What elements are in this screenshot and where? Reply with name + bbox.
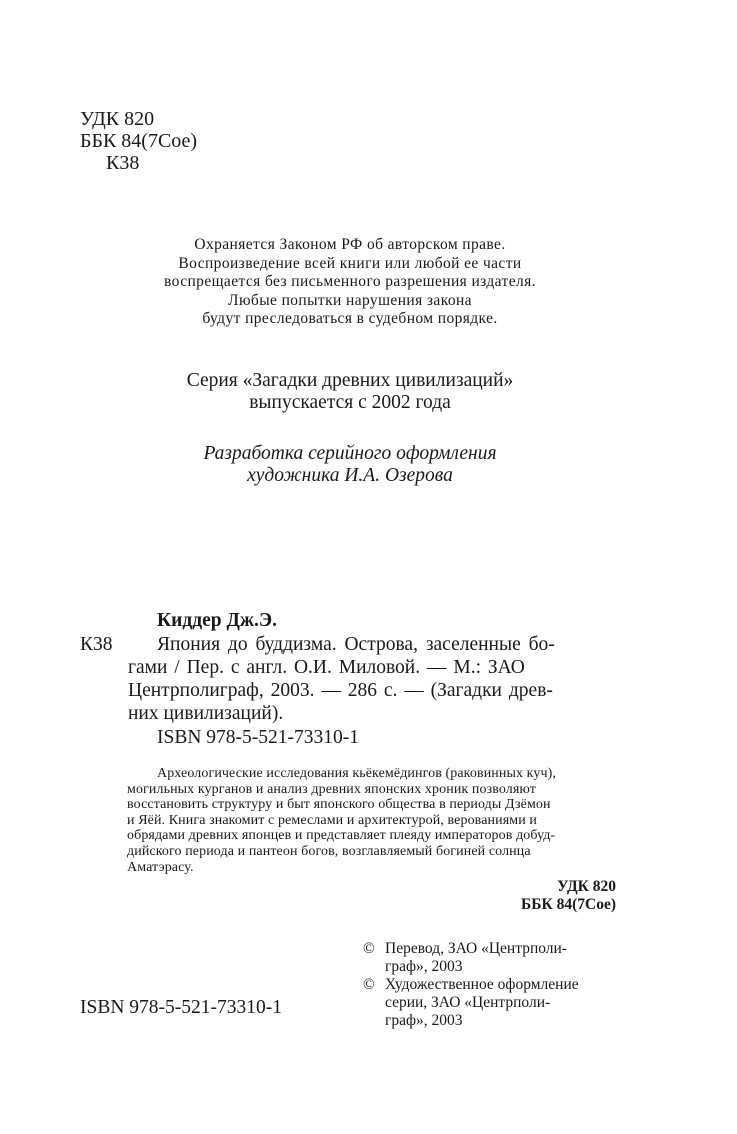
bbk-code: ББК 84(7Сое) (80, 130, 198, 152)
rights-entry (363, 976, 579, 1029)
copyright-notice-line: Любые попытки нарушения закона (228, 291, 472, 309)
isbn: ISBN 978-5-521-73310-1 (157, 727, 360, 748)
udk-code: УДК 820 (557, 878, 616, 895)
copyright-notice-line: воспрещается без письменного разрешения издателя. (164, 273, 536, 291)
abstract-line: Аматэрасу. (127, 859, 194, 875)
isbn: ISBN 978-5-521-73310-1 (80, 997, 283, 1018)
abstract (127, 766, 556, 875)
copyright-notice-line: будут преследоваться в судебном порядке. (202, 310, 498, 328)
copyright-notice-line: Воспроизведение всей книги или любой ее части (178, 254, 522, 272)
rights-line: Перевод, ЗАО «Центрполи- (385, 940, 567, 957)
bibliographic-description-line: гами / Пер. с англ. О.И. Миловой. — М.: ЗАО (128, 657, 525, 678)
rights-entry (363, 940, 567, 976)
series-note (110, 370, 590, 414)
design-credit (110, 443, 590, 487)
copyright-symbol: © (363, 940, 375, 957)
copyright-notice (120, 236, 580, 329)
author-sign: К38 (106, 152, 140, 174)
series-note-line: выпускается с 2002 года (249, 392, 451, 413)
author-name: Киддер Дж.Э. (157, 610, 278, 631)
abstract-line: восстановить структуру и быт японского общества в периоды Дзёмон (127, 797, 551, 813)
udk-code: УДК 820 (80, 108, 155, 130)
bibliographic-description-line: Центрполиграф, 2003. — 286 с. — (Загадки древ- (128, 680, 553, 701)
abstract-line: могильных курганов и анализ древних японских хроник позволяют (127, 781, 536, 797)
abstract-line: Археологические исследования кьёкемёдингов (раковинных куч), (157, 766, 556, 781)
rights-line: граф», 2003 (385, 957, 463, 975)
copyright-symbol: © (363, 976, 375, 993)
bibliographic-description-line: них цивилизаций). (128, 703, 284, 724)
design-credit-line: Разработка серийного оформления (203, 443, 497, 464)
series-note-line: Серия «Загадки древних цивилизаций» (186, 370, 514, 391)
rights-line: Художественное оформление (385, 976, 579, 993)
bbk-code: ББК 84(7Сое) (520, 896, 616, 913)
bibliographic-description-line: Япония до буддизма. Острова, заселенные бо- (157, 634, 555, 655)
rights-line: граф», 2003 (385, 1011, 463, 1029)
copyright-notice-line: Охраняется Законом РФ об авторском праве. (194, 236, 506, 253)
author-sign: К38 (80, 634, 113, 655)
abstract-line: и Яёй. Книга знакомит с ремеслами и архитектурой, верованиями и (127, 812, 537, 828)
abstract-line: дийского периода и пантеон богов, возглавляемый богиней солнца (127, 843, 531, 859)
design-credit-line: художника И.А. Озерова (247, 465, 453, 486)
abstract-line: обрядами древних японцев и представляет плеяду императоров добуд- (127, 828, 556, 844)
rights-line: серии, ЗАО «Центрполи- (385, 993, 551, 1011)
